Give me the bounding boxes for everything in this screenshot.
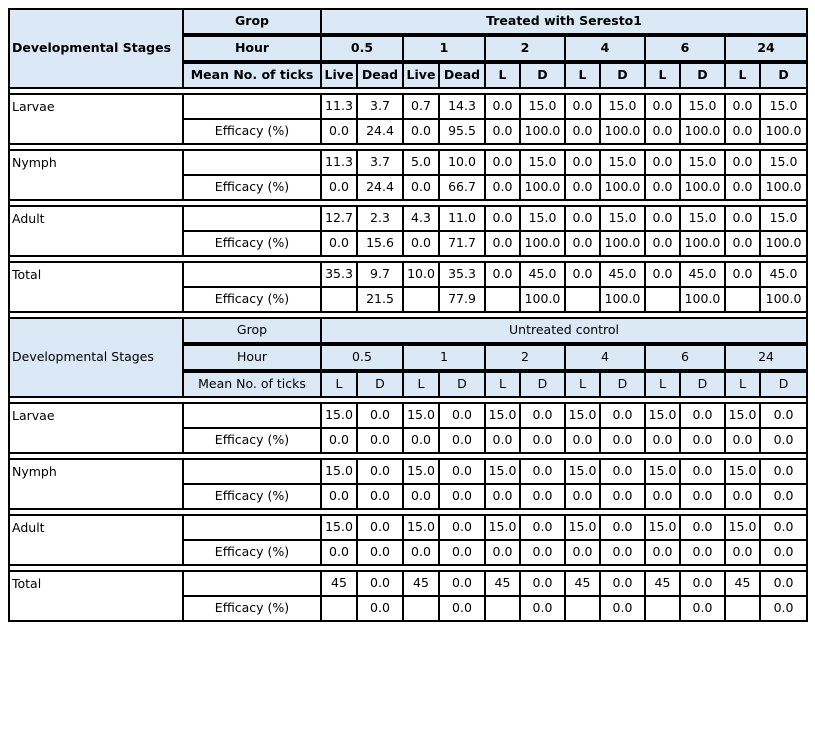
efficacy-value: 100.0 [520,287,565,312]
hour-value: 4 [565,345,645,370]
efficacy-label: Efficacy (%) [183,484,321,509]
count-value: 0.0 [485,94,520,119]
count-value: 35.3 [321,262,357,287]
efficacy-value: 100.0 [760,287,807,312]
count-value: 15.0 [725,403,760,428]
count-value: 0.0 [725,262,760,287]
efficacy-value: 0.0 [760,428,807,453]
count-value: 0.0 [439,459,485,484]
efficacy-value: 0.0 [680,540,725,565]
count-value: 0.0 [680,459,725,484]
efficacy-value [565,596,600,621]
efficacy-value: 0.0 [485,119,520,144]
empty-cell [183,262,321,287]
count-value: 15.0 [403,403,439,428]
count-value: 0.0 [565,150,600,175]
efficacy-value: 0.0 [600,596,645,621]
count-value: 0.0 [485,206,520,231]
count-value: 15.0 [485,403,520,428]
hour-value: 1 [403,36,485,61]
efficacy-value: 0.0 [600,484,645,509]
efficacy-value: 0.0 [520,540,565,565]
count-value: 2.3 [357,206,403,231]
count-value: 15.0 [760,94,807,119]
efficacy-value: 0.0 [725,484,760,509]
efficacy-value: 0.0 [439,428,485,453]
stage-name: Total [9,571,183,621]
control-group-row [9,318,807,343]
efficacy-value: 0.0 [403,231,439,256]
count-value: 10.0 [439,150,485,175]
efficacy-value: 0.0 [403,540,439,565]
count-value: 0.0 [520,515,565,540]
efficacy-value: 100.0 [600,175,645,200]
efficacy-value: 0.0 [645,231,680,256]
count-value: 15.0 [760,206,807,231]
count-value: 0.0 [439,515,485,540]
count-value: 0.0 [680,403,725,428]
efficacy-value: 0.0 [357,540,403,565]
count-value: 14.3 [439,94,485,119]
efficacy-value [725,596,760,621]
efficacy-value: 100.0 [520,231,565,256]
efficacy-value: 71.7 [439,231,485,256]
efficacy-value: 0.0 [565,175,600,200]
subcol-label: L [485,372,520,397]
count-value: 0.0 [565,206,600,231]
count-value: 15.0 [760,150,807,175]
stage-counts-row [9,571,807,596]
count-value: 15.0 [645,459,680,484]
count-value: 15.0 [321,459,357,484]
efficacy-value: 0.0 [565,231,600,256]
efficacy-value: 100.0 [680,119,725,144]
stage-counts-row [9,403,807,428]
efficacy-value: 24.4 [357,175,403,200]
count-value: 0.0 [565,262,600,287]
efficacy-value: 100.0 [600,231,645,256]
subcol-label: D [680,372,725,397]
count-value: 45 [565,571,600,596]
count-value: 15.0 [600,150,645,175]
efficacy-value: 0.0 [600,540,645,565]
efficacy-value: 0.0 [403,175,439,200]
subcol-label: L [725,372,760,397]
efficacy-value: 0.0 [357,428,403,453]
count-value: 0.0 [439,571,485,596]
count-value: 15.0 [565,515,600,540]
efficacy-value: 100.0 [760,119,807,144]
count-value: 4.3 [403,206,439,231]
stage-name: Adult [9,206,183,256]
count-value: 45 [485,571,520,596]
efficacy-value: 0.0 [520,596,565,621]
subcol-label: L [645,372,680,397]
count-value: 0.0 [760,571,807,596]
count-value: 9.7 [357,262,403,287]
subcol-label: Dead [357,63,403,88]
count-value: 0.0 [485,262,520,287]
efficacy-value [645,287,680,312]
count-value: 15.0 [680,94,725,119]
efficacy-value: 0.0 [725,119,760,144]
count-value: 0.0 [600,403,645,428]
stage-counts-row [9,515,807,540]
efficacy-value: 100.0 [600,287,645,312]
hour-value: 2 [485,345,565,370]
count-value: 0.0 [485,150,520,175]
count-value: 45.0 [520,262,565,287]
subcol-label: D [357,372,403,397]
count-value: 3.7 [357,94,403,119]
efficacy-value: 0.0 [321,484,357,509]
efficacy-value: 0.0 [680,484,725,509]
hour-value: 0.5 [321,36,403,61]
hour-value: 2 [485,36,565,61]
count-value: 15.0 [725,459,760,484]
subcol-label: D [760,63,807,88]
empty-cell [183,150,321,175]
efficacy-label: Efficacy (%) [183,175,321,200]
hour-label: Hour [183,345,321,370]
count-value: 15.0 [725,515,760,540]
efficacy-value: 0.0 [565,484,600,509]
efficacy-value: 66.7 [439,175,485,200]
efficacy-value: 0.0 [645,484,680,509]
efficacy-value: 0.0 [600,428,645,453]
count-value: 15.0 [321,515,357,540]
count-value: 12.7 [321,206,357,231]
count-value: 15.0 [403,515,439,540]
subcol-label: L [403,372,439,397]
hour-value: 4 [565,36,645,61]
count-value: 0.0 [645,94,680,119]
count-value: 5.0 [403,150,439,175]
efficacy-value: 0.0 [321,540,357,565]
efficacy-value [725,287,760,312]
hour-value: 6 [645,345,725,370]
group-value: Treated with Seresto1 [321,9,807,34]
group-label: Grop [183,318,321,343]
efficacy-value: 0.0 [357,484,403,509]
stage-counts-row [9,94,807,119]
subcol-label: L [565,372,600,397]
efficacy-value: 21.5 [357,287,403,312]
efficacy-value: 0.0 [357,596,403,621]
efficacy-value: 100.0 [600,119,645,144]
count-value: 45 [403,571,439,596]
efficacy-value: 0.0 [725,540,760,565]
count-value: 0.0 [725,150,760,175]
hour-value: 1 [403,345,485,370]
hour-value: 6 [645,36,725,61]
hour-value: 0.5 [321,345,403,370]
count-value: 15.0 [520,206,565,231]
count-value: 0.0 [680,515,725,540]
efficacy-value: 0.0 [645,428,680,453]
count-value: 0.0 [357,515,403,540]
count-value: 0.0 [520,571,565,596]
efficacy-value [403,596,439,621]
hour-value: 24 [725,345,807,370]
ticks-label: Mean No. of ticks [183,372,321,397]
efficacy-value: 0.0 [485,175,520,200]
efficacy-value: 0.0 [645,175,680,200]
efficacy-value: 0.0 [485,540,520,565]
count-value: 15.0 [520,94,565,119]
count-value: 15.0 [485,515,520,540]
subcol-label: L [485,63,520,88]
stage-name: Total [9,262,183,312]
efficacy-value [485,596,520,621]
efficacy-table [8,8,808,622]
efficacy-value [485,287,520,312]
subcol-label: D [760,372,807,397]
efficacy-value: 0.0 [760,540,807,565]
count-value: 15.0 [600,206,645,231]
empty-cell [183,571,321,596]
efficacy-value [321,287,357,312]
efficacy-value: 0.0 [725,231,760,256]
count-value: 15.0 [520,150,565,175]
efficacy-value: 0.0 [725,428,760,453]
efficacy-value: 100.0 [680,231,725,256]
count-value: 0.0 [520,459,565,484]
efficacy-value: 0.0 [403,428,439,453]
efficacy-value: 100.0 [760,175,807,200]
subcol-label: L [725,63,760,88]
efficacy-value: 95.5 [439,119,485,144]
count-value: 0.0 [600,571,645,596]
efficacy-value: 24.4 [357,119,403,144]
count-value: 0.0 [645,206,680,231]
ticks-label: Mean No. of ticks [183,63,321,88]
subcol-label: D [600,63,645,88]
efficacy-value: 0.0 [760,484,807,509]
count-value: 45.0 [600,262,645,287]
efficacy-value: 0.0 [565,540,600,565]
subcol-label: Live [321,63,357,88]
count-value: 15.0 [680,150,725,175]
count-value: 0.0 [645,262,680,287]
efficacy-label: Efficacy (%) [183,231,321,256]
count-value: 15.0 [485,459,520,484]
count-value: 11.3 [321,94,357,119]
efficacy-value: 0.0 [725,175,760,200]
count-value: 0.0 [725,94,760,119]
efficacy-value: 0.0 [645,540,680,565]
stage-name: Nymph [9,459,183,509]
empty-cell [183,94,321,119]
count-value: 0.0 [725,206,760,231]
efficacy-label: Efficacy (%) [183,119,321,144]
stage-name: Nymph [9,150,183,200]
stage-name: Adult [9,515,183,565]
efficacy-value: 0.0 [403,484,439,509]
empty-cell [183,515,321,540]
subcol-label: D [520,372,565,397]
count-value: 11.0 [439,206,485,231]
count-value: 0.0 [600,459,645,484]
count-value: 45.0 [680,262,725,287]
count-value: 45 [725,571,760,596]
count-value: 0.0 [645,150,680,175]
subcol-label: L [565,63,600,88]
efficacy-value: 0.0 [321,231,357,256]
empty-cell [183,206,321,231]
empty-cell [183,459,321,484]
efficacy-value: 0.0 [565,428,600,453]
subcol-label: D [600,372,645,397]
efficacy-value [403,287,439,312]
subcol-label: L [645,63,680,88]
count-value: 15.0 [321,403,357,428]
count-value: 0.0 [439,403,485,428]
stage-counts-row [9,150,807,175]
efficacy-value: 0.0 [565,119,600,144]
count-value: 0.0 [760,459,807,484]
efficacy-value: 77.9 [439,287,485,312]
hour-value: 24 [725,36,807,61]
efficacy-value: 100.0 [760,231,807,256]
count-value: 15.0 [680,206,725,231]
efficacy-value: 100.0 [680,287,725,312]
count-value: 10.0 [403,262,439,287]
efficacy-value: 0.0 [439,540,485,565]
count-value: 0.0 [760,515,807,540]
count-value: 15.0 [565,403,600,428]
count-value: 0.0 [680,571,725,596]
efficacy-value: 0.0 [321,175,357,200]
subcol-label: D [439,372,485,397]
efficacy-value: 0.0 [485,231,520,256]
efficacy-label: Efficacy (%) [183,428,321,453]
efficacy-value: 0.0 [680,428,725,453]
count-value: 0.0 [520,403,565,428]
efficacy-value: 0.0 [760,596,807,621]
efficacy-value: 100.0 [520,119,565,144]
hour-label: Hour [183,36,321,61]
count-value: 11.3 [321,150,357,175]
efficacy-value: 0.0 [520,484,565,509]
count-value: 45 [645,571,680,596]
stage-header: Developmental Stages [9,318,183,397]
count-value: 0.0 [357,571,403,596]
count-value: 15.0 [645,403,680,428]
efficacy-value [321,596,357,621]
count-value: 15.0 [403,459,439,484]
efficacy-value: 0.0 [439,484,485,509]
count-value: 0.7 [403,94,439,119]
count-value: 45.0 [760,262,807,287]
count-value: 0.0 [565,94,600,119]
count-value: 35.3 [439,262,485,287]
stage-counts-row [9,262,807,287]
group-value: Untreated control [321,318,807,343]
treated-group-row [9,9,807,34]
subcol-label: Live [403,63,439,88]
efficacy-value: 100.0 [680,175,725,200]
efficacy-value: 0.0 [645,119,680,144]
count-value: 0.0 [760,403,807,428]
stage-counts-row [9,206,807,231]
count-value: 0.0 [357,403,403,428]
group-label: Grop [183,9,321,34]
efficacy-value: 0.0 [485,484,520,509]
efficacy-value: 15.6 [357,231,403,256]
efficacy-label: Efficacy (%) [183,540,321,565]
efficacy-value: 0.0 [520,428,565,453]
subcol-label: L [321,372,357,397]
count-value: 15.0 [565,459,600,484]
stage-header: Developmental Stages [9,9,183,88]
subcol-label: D [680,63,725,88]
efficacy-value: 0.0 [321,119,357,144]
stage-name: Larvae [9,94,183,144]
count-value: 45 [321,571,357,596]
efficacy-value: 0.0 [439,596,485,621]
efficacy-value: 0.0 [321,428,357,453]
efficacy-value [645,596,680,621]
subcol-label: D [520,63,565,88]
efficacy-value: 100.0 [520,175,565,200]
empty-cell [183,403,321,428]
efficacy-value: 0.0 [680,596,725,621]
efficacy-value: 0.0 [403,119,439,144]
efficacy-value [565,287,600,312]
efficacy-label: Efficacy (%) [183,596,321,621]
efficacy-label: Efficacy (%) [183,287,321,312]
stage-counts-row [9,459,807,484]
count-value: 0.0 [600,515,645,540]
count-value: 3.7 [357,150,403,175]
stage-name: Larvae [9,403,183,453]
count-value: 15.0 [600,94,645,119]
efficacy-value: 0.0 [485,428,520,453]
subcol-label: Dead [439,63,485,88]
count-value: 15.0 [645,515,680,540]
count-value: 0.0 [357,459,403,484]
